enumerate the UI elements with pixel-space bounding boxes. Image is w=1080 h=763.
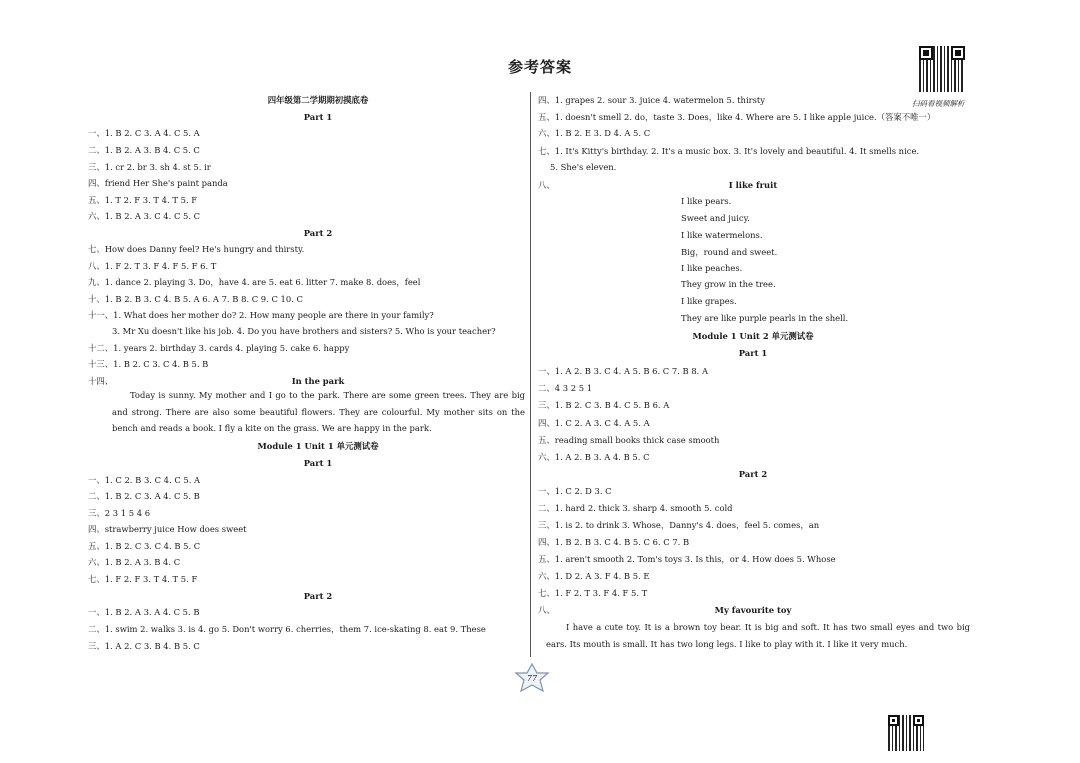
poem-line: I like pears. [681,196,732,206]
page-title: 参考答案 [507,58,572,76]
poem-title: I like fruit [728,180,778,190]
answer-line: 七、1. F 2. F 3. T 4. T 5. F [88,574,198,584]
composition-text: Today is sunny. My mother and I go to the park. There are some green trees. They are big and strong. There are also some beautiful flowers. They are colourful. My mother sits on the bench and reads a book. I fly a kite on the grass. We are happy in the park. [112,390,525,434]
answer-line: 三、1. A 2. C 3. B 4. B 5. C [88,641,200,651]
qr-code-icon[interactable] [888,715,924,751]
answer-line: 七、1. F 2. T 3. F 4. F 5. T [538,588,648,598]
part-heading: Part 2 [303,228,333,238]
poem-line: I like grapes. [681,296,737,306]
answer-line: 五、1. aren't smooth 2. Tom's toys 3. Is this，or 4. How does 5. Whose [538,554,836,564]
qr-caption: 扫码看视频解析 [912,99,965,108]
column-divider [530,92,531,657]
answer-line: 七、1. It's Kitty's birthday. 2. It's a music box. 3. It's lovely and beautiful. 4. It smells nice. [538,146,920,156]
answer-line: 六、1. B 2. E 3. D 4. A 5. C [538,128,651,138]
answer-line: 十、1. B 2. B 3. C 4. B 5. A 6. A 7. B 8. C 9. C 10. C [88,294,303,304]
part-heading: Part 2 [303,591,333,601]
answer-line: 四、1. grapes 2. sour 3. juice 4. watermelon 5. thirsty [538,95,766,105]
answer-line: 四、strawberry juice How does sweet [88,524,247,534]
answer-line: 五、1. B 2. C 3. C 4. B 5. C [88,541,201,551]
answer-line: 三、2 3 1 5 4 6 [88,508,151,518]
answer-line: 三、1. B 2. C 3. B 4. C 5. B 6. A [538,400,670,410]
poem-line: Big，round and sweet. [681,247,778,257]
answer-line: 六、1. B 2. A 3. B 4. C [88,557,181,567]
answer-line: 五、reading small books thick case smooth [538,435,720,445]
answer-line: 六、1. B 2. A 3. C 4. C 5. C [88,211,201,221]
answer-line: 八、 [538,180,555,190]
part-heading: Part 1 [303,458,333,468]
answer-line: 三、1. is 2. to drink 3. Whose，Danny's 4. does，feel 5. comes，an [538,520,820,530]
answer-line: 二、1. B 2. C 3. A 4. C 5. B [88,491,200,501]
poem-line: I like watermelons. [681,230,763,240]
answer-line: 五、1. T 2. F 3. T 4. T 5. F [88,195,198,205]
answer-line: 四、1. C 2. A 3. C 4. A 5. A [538,418,650,428]
poem-line: They grow in the tree. [681,279,776,289]
answer-line: 5. She's eleven. [550,162,617,172]
answer-line: 一、1. B 2. A 3. A 4. C 5. B [88,607,200,617]
answer-line: 二、1. B 2. A 3. B 4. C 5. C [88,145,200,155]
answer-line: 九、1. dance 2. playing 3. Do，have 4. are 5. eat 6. litter 7. make 8. does，feel [88,277,421,287]
answer-line: 五、1. doesn't smell 2. do，taste 3. Does，like 4. Where are 5. I like apple juice.（答案不唯一） [538,112,936,122]
answer-line: 七、How does Danny feel? He's hungry and thirsty. [88,244,305,254]
unit-heading: Module 1 Unit 2 单元测试卷 [692,331,814,341]
answer-line: 十一、1. What does her mother do? 2. How many people are there in your family? [88,310,434,320]
poem-line: Sweet and juicy. [681,213,750,223]
qr-code-icon[interactable] [919,46,965,92]
unit-heading: Module 1 Unit 1 单元测试卷 [257,441,379,451]
composition-title: In the park [291,376,345,386]
answer-line: 二、4 3 2 5 1 [538,383,593,393]
answer-line: 二、1. hard 2. thick 3. sharp 4. smooth 5. cold [538,503,733,513]
answer-line: 三、1. cr 2. br 3. sh 4. st 5. ir [88,162,211,172]
answer-line: 四、friend Her She's paint panda [88,178,228,188]
answer-line: 一、1. C 2. B 3. C 4. C 5. A [88,475,201,485]
part-heading: Part 1 [738,348,768,358]
answer-line: 3. Mr Xu doesn't like his job. 4. Do you have brothers and sisters? 5. Who is your teacher? [112,326,496,336]
answer-line: 十四、 [88,376,114,386]
answer-line: 一、1. B 2. C 3. A 4. C 5. A [88,128,200,138]
answer-line: 六、1. A 2. B 3. A 4. B 5. C [538,452,650,462]
answer-line: 十二、1. years 2. birthday 3. cards 4. playing 5. cake 6. happy [88,343,350,353]
page-number: 77 [526,674,538,683]
poem-line: I like peaches. [681,263,743,273]
answer-line: 六、1. D 2. A 3. F 4. B 5. E [538,571,650,581]
part-heading: Part 1 [303,112,333,122]
composition-title: My favourite toy [714,605,792,615]
section-heading: 四年级第二学期期初摸底卷 [267,95,369,105]
answer-line: 一、1. C 2. D 3. C [538,486,612,496]
answer-line: 二、1. swim 2. walks 3. is 4. go 5. Don't worry 6. cherries，them 7. ice-skating 8. eat 9. These [88,624,486,634]
answer-line: 八、 [538,605,555,615]
poem-line: They are like purple pearls in the shell. [681,313,849,323]
answer-line: 八、1. F 2. T 3. F 4. F 5. F 6. T [88,261,217,271]
composition-text: I have a cute toy. It is a brown toy bear. It is big and soft. It has two small eyes and two big ears. Its mouth is small. It has two long legs. I like to play with it. I like it very much. [546,622,970,649]
part-heading: Part 2 [738,469,768,479]
answer-line: 一、1. A 2. B 3. C 4. A 5. B 6. C 7. B 8. A [538,366,709,376]
answer-line: 十三、1. B 2. C 3. C 4. B 5. B [88,359,209,369]
answer-line: 四、1. B 2. B 3. C 4. B 5. C 6. C 7. B [538,537,690,547]
